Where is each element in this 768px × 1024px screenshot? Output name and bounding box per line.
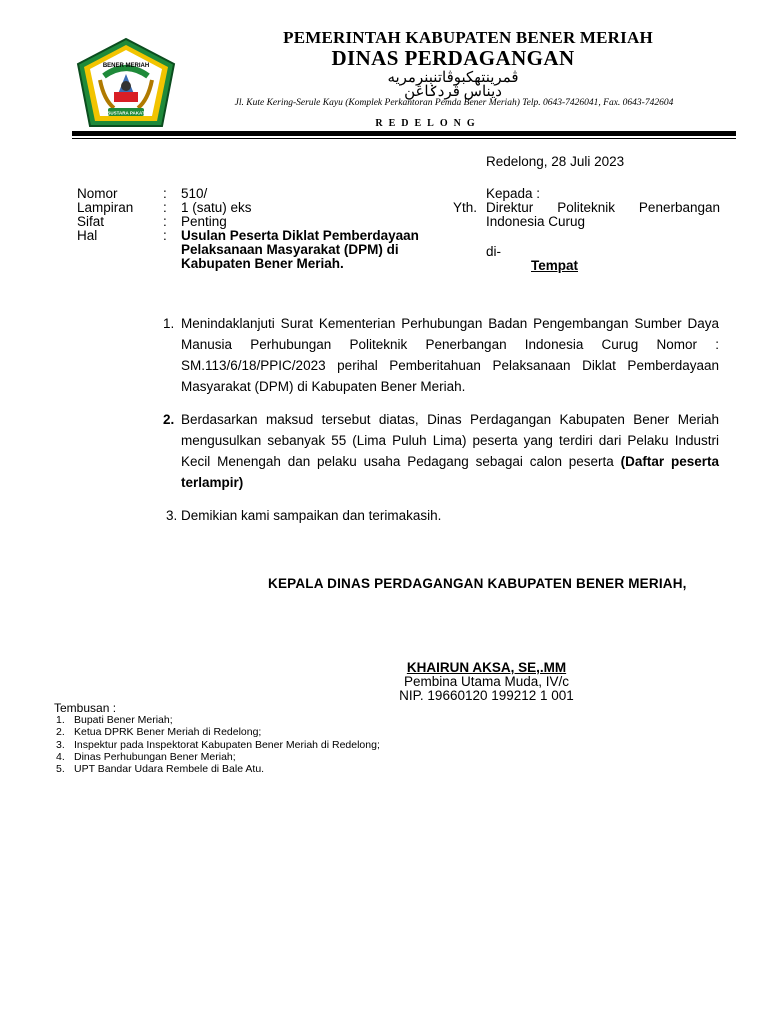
paragraph-2 [181, 409, 719, 493]
meta-colon: : [163, 214, 167, 229]
header-thick-rule [72, 131, 736, 136]
closing-title: KEPALA DINAS PERDAGANGAN KABUPATEN BENER MERIAH, [268, 576, 687, 591]
list-text: Inspektur pada Inspektorat Kabupaten Bener Meriah di Redelong; [74, 738, 380, 751]
letter-meta-block [77, 187, 451, 271]
list-item [56, 714, 380, 726]
list-text: UPT Bandar Udara Rembele di Bale Atu. [74, 763, 265, 776]
meta-label: Hal [77, 228, 98, 243]
list-text: Ketua DPRK Bener Meriah di Redelong; [74, 726, 262, 739]
meta-value: Penting [181, 214, 227, 229]
list-number: 2. [56, 726, 65, 739]
paragraph-2-attachment-note: (Daftar peserta terlampir) [181, 454, 719, 490]
recipient-tempat: Tempat [531, 258, 579, 273]
list-item [56, 726, 380, 738]
meta-row-sifat [77, 215, 451, 229]
header-jawi-line-2: ديناس ڤردݢاڠن [404, 84, 502, 100]
meta-label: Sifat [77, 214, 105, 229]
list-text: Dinas Perhubungan Bener Meriah; [74, 750, 236, 763]
signatory-nip: NIP. 19660120 199212 1 001 [399, 688, 574, 703]
list-item [56, 739, 380, 751]
paragraph-3: 3. Demikian kami sampaikan dan terimakasih. [166, 508, 442, 523]
meta-colon: : [163, 200, 167, 215]
meta-row-nomor [77, 187, 451, 201]
header-thin-rule [72, 138, 736, 139]
paragraph-1: Menindaklanjuti Surat Kementerian Perhubungan Badan Pengembangan Sumber Daya Manusia Perhubungan Politeknik Penerbangan Indonesia Curug Nomor : SM.113/6/18/PPIC/2023 perihal Pemberitahuan Pelaksanaan Diklat Pemberdayaan Masyarakat (DPM) di Kabupaten Bener Meriah. [181, 316, 719, 394]
header-government-name: PEMERINTAH KABUPATEN BENER MERIAH [283, 28, 653, 47]
meta-colon: : [163, 228, 167, 243]
list-number: 4. [56, 750, 65, 763]
list-number: 1. [56, 714, 65, 726]
header-agency-name: DINAS PERDAGANGAN [331, 46, 575, 70]
paragraph-2-text: Berdasarkan maksud tersebut diatas, Dinas Perdagangan Kabupaten Bener Meriah mengusulkan sebanyak 55 (Lima Puluh Lima) peserta yang terdiri dari Pelaku Industri Kecil Menengah dan pelaku usaha Pedagang sebagai calon peserta [181, 412, 719, 469]
meta-value: 510/ [181, 186, 208, 201]
signatory-name: KHAIRUN AKSA, SE,.MM [406, 660, 567, 675]
recipient-di: di- [486, 244, 502, 259]
list-item [56, 763, 380, 775]
list-item [56, 751, 380, 763]
government-emblem-logo [74, 36, 178, 132]
header-address: Jl. Kute Kering-Serule Kayu (Komplek Perkantoran Pemda Bener Meriah) Telp. 0643-7426041, Fax. 0643-742604 [234, 98, 674, 108]
paragraph-2-number: 2. [163, 412, 175, 427]
meta-row-lampiran [77, 201, 451, 215]
signatory-rank: Pembina Utama Muda, IV/c [403, 674, 570, 689]
header-jawi-line-1: ڤمرينتهكبوڤاتنبنرمريه [387, 70, 519, 86]
paragraph-1-number: 1. [163, 316, 175, 331]
header-city: REDELONG [375, 118, 481, 129]
meta-label: Lampiran [77, 200, 134, 215]
meta-colon: : [163, 186, 167, 201]
logo-top-text: BENER MERIAH [102, 63, 150, 69]
recipient-line-2: Indonesia Curug [486, 214, 586, 229]
recipient-block [486, 187, 720, 229]
logo-bottom-text: SUSTARA PAKAT [107, 110, 145, 116]
list-number: 3. [56, 738, 65, 751]
meta-subject-value: Usulan Peserta Diklat Pemberdayaan Pelaksanaan Masyarakat (DPM) di Kabupaten Bener Meriah. [181, 228, 419, 271]
meta-value: 1 (satu) eks [181, 200, 252, 215]
recipient-yth: Yth. [453, 200, 478, 215]
meta-row-hal [77, 229, 451, 271]
recipient-line-1: Direktur Politeknik Penerbangan [486, 200, 720, 215]
letter-date: Redelong, 28 Juli 2023 [486, 154, 625, 169]
tembusan-title: Tembusan : [54, 701, 117, 715]
list-text: Bupati Bener Meriah; [74, 714, 173, 726]
list-number: 5. [56, 763, 65, 776]
recipient-kepada: Kepada : [486, 186, 541, 201]
tembusan-list [56, 714, 380, 775]
meta-label: Nomor [77, 186, 118, 201]
